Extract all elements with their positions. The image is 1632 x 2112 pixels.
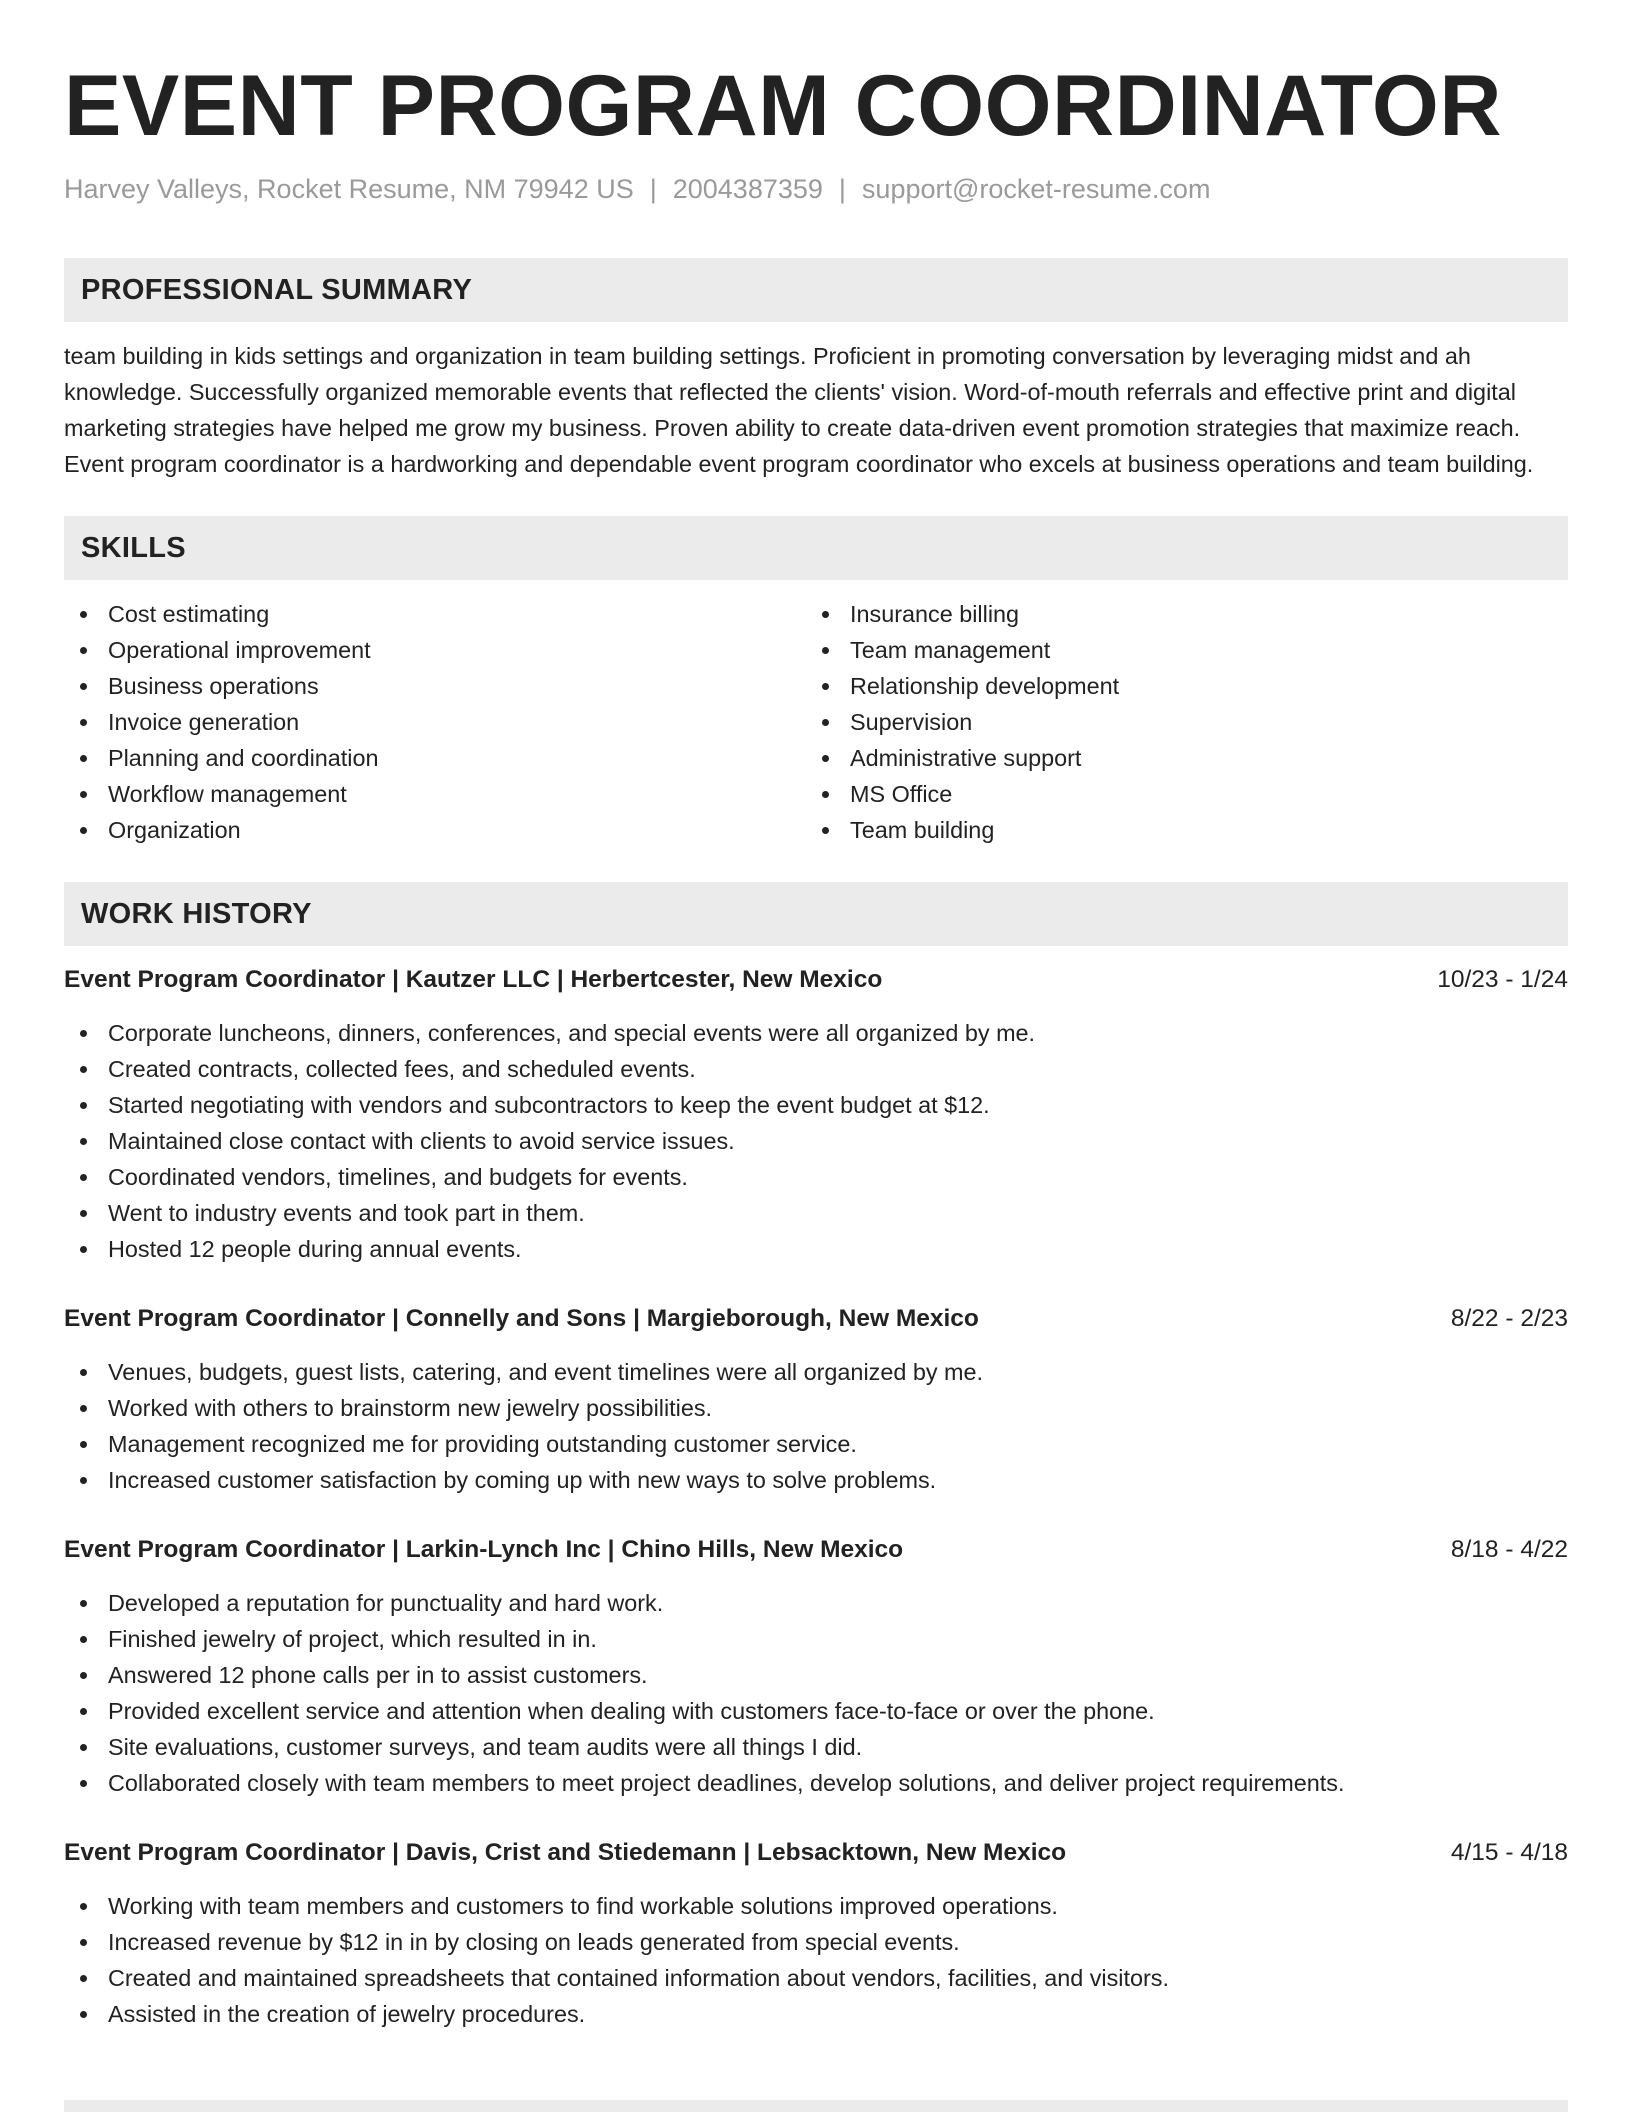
contact-phone: 2004387359 bbox=[672, 174, 823, 204]
job-bullet: Maintained close contact with clients to avoid service issues. bbox=[64, 1123, 1568, 1159]
job-bullet: Increased customer satisfaction by coming up with new ways to solve problems. bbox=[64, 1462, 1568, 1498]
job-dates: 10/23 - 1/24 bbox=[1437, 966, 1568, 993]
resume-name-title: EVENT PROGRAM COORDINATOR bbox=[64, 58, 1502, 154]
job-title: Event Program Coordinator | Davis, Crist and Stiedemann | Lebsacktown, New Mexico bbox=[64, 1839, 1067, 1866]
job-header bbox=[64, 1301, 1568, 1337]
skills-list-left bbox=[64, 596, 806, 848]
job-bullet: Answered 12 phone calls per in to assist customers. bbox=[64, 1657, 1568, 1693]
skill-item: Cost estimating bbox=[64, 596, 806, 632]
job-bullet: Hosted 12 people during annual events. bbox=[64, 1231, 1568, 1267]
contact-address: Harvey Valleys, Rocket Resume, NM 79942 US bbox=[64, 174, 634, 204]
job-bullet: Working with team members and customers to find workable solutions improved operations. bbox=[64, 1888, 1568, 1924]
job-header bbox=[64, 1835, 1568, 1871]
skill-item: Operational improvement bbox=[64, 632, 806, 668]
contact-email: support@rocket-resume.com bbox=[861, 174, 1211, 204]
skill-item: Business operations bbox=[64, 668, 806, 704]
professional-summary-text: team building in kids settings and organization in team building settings. Proficient in promoting conversation by leveraging midst and ah knowledge. Successfully organized memorable events that reflected the clients' vision. Word-of-mouth referrals and effective print and digital marketing strategies have helped me grow my business. Proven ability to create data-driven event promotion strategies that maximize reach. Event program coordinator is a hardworking and dependable event program coordinator who excels at business operations and team building. bbox=[64, 343, 1534, 477]
job-entry bbox=[64, 1835, 1568, 2032]
job-entry bbox=[64, 1301, 1568, 1498]
job-dates: 4/15 - 4/18 bbox=[1450, 1839, 1568, 1866]
job-bullet: Went to industry events and took part in them. bbox=[64, 1195, 1568, 1231]
job-bullet: Site evaluations, customer surveys, and team audits were all things I did. bbox=[64, 1729, 1568, 1765]
job-bullet-list bbox=[64, 1015, 1568, 1267]
job-entry bbox=[64, 962, 1568, 1267]
job-entry bbox=[64, 1532, 1568, 1801]
job-dates: 8/22 - 2/23 bbox=[1450, 1305, 1568, 1332]
job-bullet: Worked with others to brainstorm new jewelry possibilities. bbox=[64, 1390, 1568, 1426]
section-heading-skills: SKILLS bbox=[64, 516, 1568, 580]
job-dates: 8/18 - 4/22 bbox=[1450, 1536, 1568, 1563]
job-title: Event Program Coordinator | Larkin-Lynch Inc | Chino Hills, New Mexico bbox=[64, 1536, 904, 1563]
skill-item: Insurance billing bbox=[806, 596, 1568, 632]
skills-list-right bbox=[806, 596, 1568, 848]
job-bullet: Management recognized me for providing outstanding customer service. bbox=[64, 1426, 1568, 1462]
job-bullet: Finished jewelry of project, which resulted in in. bbox=[64, 1621, 1568, 1657]
contact-separator: | bbox=[649, 174, 657, 204]
skill-item: Team management bbox=[806, 632, 1568, 668]
job-bullet: Assisted in the creation of jewelry procedures. bbox=[64, 1996, 1568, 2032]
section-heading-work-history: WORK HISTORY bbox=[64, 882, 1568, 946]
job-bullet: Created contracts, collected fees, and scheduled events. bbox=[64, 1051, 1568, 1087]
section-heading-professional-summary: PROFESSIONAL SUMMARY bbox=[64, 258, 1568, 322]
skill-item: Supervision bbox=[806, 704, 1568, 740]
contact-separator: | bbox=[838, 174, 846, 204]
job-bullet: Provided excellent service and attention when dealing with customers face-to-face or over the phone. bbox=[64, 1693, 1568, 1729]
skill-item: Relationship development bbox=[806, 668, 1568, 704]
job-header bbox=[64, 962, 1568, 998]
job-bullet: Developed a reputation for punctuality and hard work. bbox=[64, 1585, 1568, 1621]
job-bullet-list bbox=[64, 1888, 1568, 2032]
job-title: Event Program Coordinator | Kautzer LLC | Herbertcester, New Mexico bbox=[64, 966, 883, 993]
skill-item: Organization bbox=[64, 812, 806, 848]
skills-columns bbox=[64, 596, 1568, 848]
job-bullet-list bbox=[64, 1585, 1568, 1801]
job-bullet-list bbox=[64, 1354, 1568, 1498]
job-bullet: Started negotiating with vendors and subcontractors to keep the event budget at $12. bbox=[64, 1087, 1568, 1123]
skill-item: Invoice generation bbox=[64, 704, 806, 740]
job-bullet: Collaborated closely with team members to meet project deadlines, develop solutions, and deliver project requirements. bbox=[64, 1765, 1568, 1801]
skill-item: Planning and coordination bbox=[64, 740, 806, 776]
job-bullet: Increased revenue by $12 in in by closing on leads generated from special events. bbox=[64, 1924, 1568, 1960]
skill-item: Workflow management bbox=[64, 776, 806, 812]
skill-item: Administrative support bbox=[806, 740, 1568, 776]
job-bullet: Created and maintained spreadsheets that contained information about vendors, facilities, and visitors. bbox=[64, 1960, 1568, 1996]
resume-page bbox=[64, 0, 1568, 2032]
job-bullet: Coordinated vendors, timelines, and budgets for events. bbox=[64, 1159, 1568, 1195]
contact-line bbox=[64, 172, 1568, 206]
job-bullet: Venues, budgets, guest lists, catering, and event timelines were all organized by me. bbox=[64, 1354, 1568, 1390]
next-section-heading-band bbox=[64, 2100, 1568, 2112]
skill-item: MS Office bbox=[806, 776, 1568, 812]
skill-item: Team building bbox=[806, 812, 1568, 848]
job-bullet: Corporate luncheons, dinners, conferences, and special events were all organized by me. bbox=[64, 1015, 1568, 1051]
job-title: Event Program Coordinator | Connelly and Sons | Margieborough, New Mexico bbox=[64, 1305, 979, 1332]
job-header bbox=[64, 1532, 1568, 1568]
